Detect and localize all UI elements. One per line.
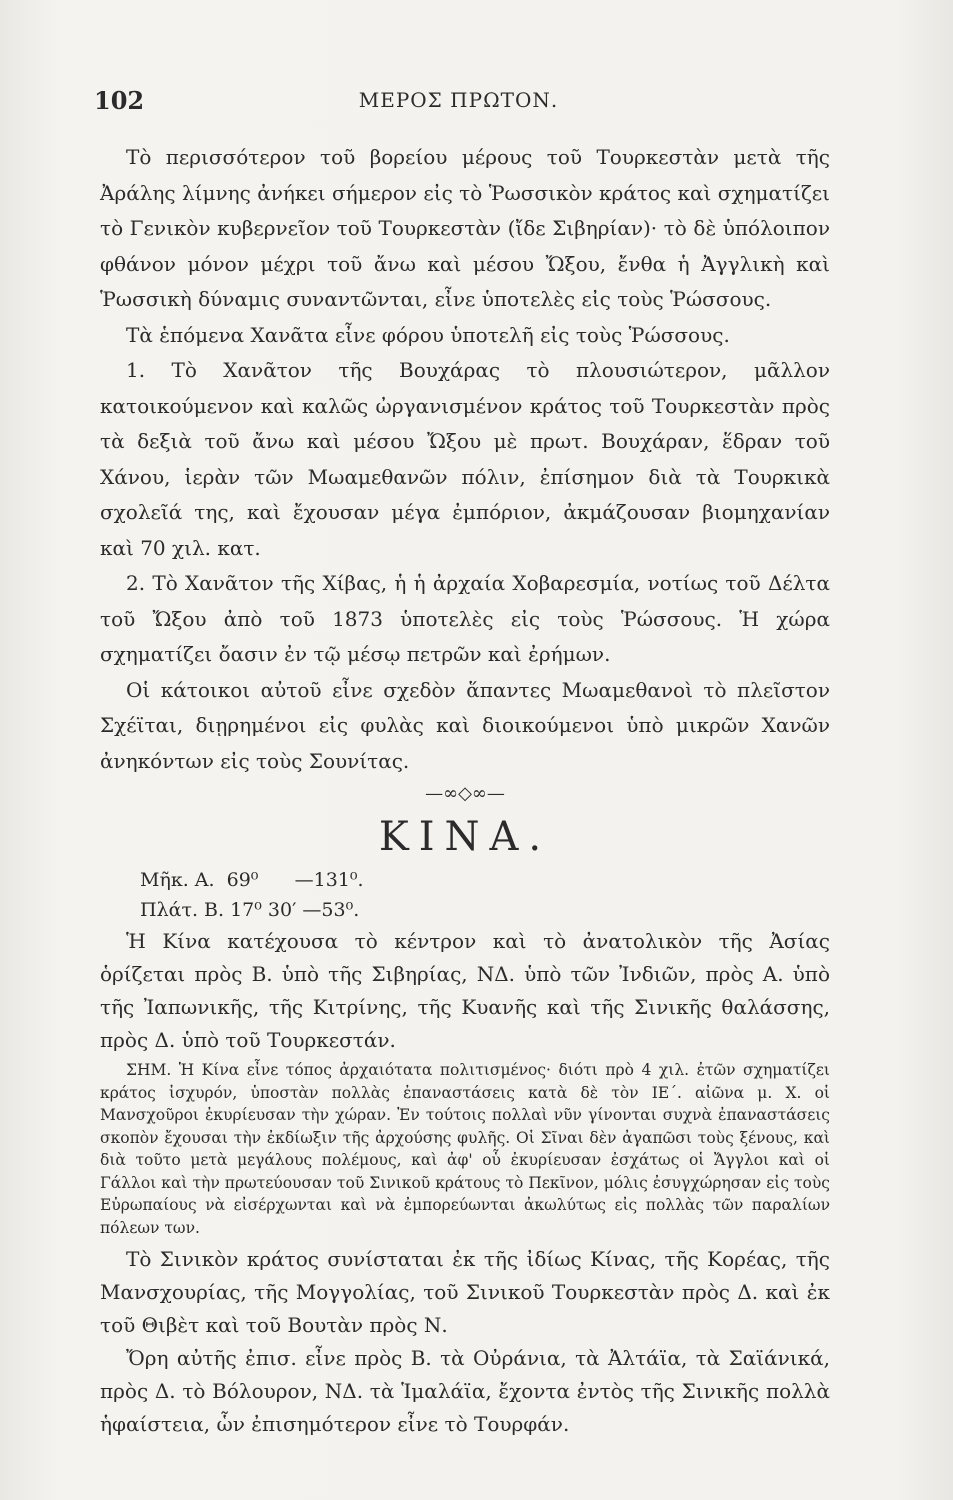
paragraph-mountains: Ὄρη αὐτῆς ἐπισ. εἶνε πρὸς Β. τὰ Οὐράνια, τὰ Ἀλτάϊα, τὰ Σαϊάνικά, πρὸς Δ. τὸ Βόλουρον, ΝΔ. τὰ Ἱμαλάϊα, ἔχοντα ἐντὸς τῆς Σινικῆς πολλὰ ἡφαίστεια, ὧν ἐπισημότερον εἶνε τὸ Τουρφάν. (100, 1346, 830, 1436)
paragraph-inhabitants: Οἱ κάτοικοι αὐτοῦ εἶνε σχεδὸν ἅπαντες Μωαμεθανοὶ τὸ πλεῖστον Σχέϊται, διῃρημένοι εἰς φυλὰς καὶ διοικούμενοι ὑπὸ μικρῶν Χανῶν ἀνηκόντων εἰς τοὺς Σουνίτας. (100, 677, 830, 773)
footnote-sem: ΣΗΜ. Ἡ Κίνα εἶνε τόπος ἀρχαιότατα πολιτισμένος· διότι πρὸ 4 χιλ. ἐτῶν σχηματίζει κράτος ἰσχυρόν, ὑποστὰν πολλὰς ἐπαναστάσεις κατὰ δὲ τὸν ΙΕ΄. αἰῶνα μ. Χ. οἱ Μανσχοῦροι ἐκυρίευσαν τὴν χώραν. Ἐν τούτοις πολλαὶ νῦν γίνονται συχνὰ ἐπαναστάσεις σκοπὸν ἔχουσαι τὴν ἐκδίωξιν τῆς ἀρχούσης φυλῆς. Οἱ Σῖναι δὲν ἀγαπῶσι τοὺς ξένους, καὶ διὰ τοῦτο μετὰ μεγάλους πολέμους, καὶ ἀφ' οὗ ἐκυρίευσαν ἐσχάτως οἱ Ἄγγλοι καὶ οἱ Γάλλοι καὶ τὴν πρωτεύουσαν τοῦ Σινικοῦ κράτους τὸ Πεκῖνον, μόλις ἐσυγχώρησαν εἰς τοὺς Εὐρωπαίους νὰ εἰσέρχωνται καὶ νὰ ἐμπορεύωνται ἀκωλύτως εἰς πολλὰς τῶν παραλίων πόλεων των. (100, 1061, 830, 1237)
page-header (94, 86, 823, 126)
paragraph-china-borders: Ἡ Κίνα κατέχουσα τὸ κέντρον καὶ τὸ ἀνατολικὸν τῆς Ἀσίας ὁρίζεται πρὸς Β. ὑπὸ τῆς Σιβηρίας, ΝΔ. ὑπὸ τῶν Ἰνδιῶν, πρὸς Α. ὑπὸ τῆς Ἰαπωνικῆς, τῆς Κιτρίνης, τῆς Κυανῆς καὶ τῆς Σινικῆς θαλάσσης, πρὸς Δ. ὑπὸ τοῦ Τουρκεστάν. (100, 929, 830, 1052)
page-number: 102 (94, 86, 145, 115)
coordinates-longitude: Μῆκ. Α. 69⁰ —131⁰. (140, 869, 364, 891)
page-body (100, 140, 830, 1441)
paragraph-bukhara: 1. Τὸ Χανᾶτον τῆς Βουχάρας τὸ πλουσιώτερον, μᾶλλον κατοικούμενον καὶ καλῶς ὠργανισμένον κράτος τοῦ Τουρκεστὰν πρὸς τὰ δεξιὰ τοῦ ἄνω καὶ μέσου Ὤξου μὲ πρωτ. Βουχάραν, ἕδραν τοῦ Χάνου, ἱερὰν τῶν Μωαμεθανῶν πόλιν, ἐπίσημον διὰ τὰ Τουρκικὰ σχολεῖά της, καὶ ἔχουσαν μέγα ἐμπόριον, ἀκμάζουσαν βιομηχανίαν καὶ 70 χιλ. κατ. (100, 358, 830, 560)
section-coordinates (140, 865, 830, 925)
section-title: ΚΙΝΑ. (378, 814, 552, 860)
section-ornament: —∞◇∞— (425, 783, 505, 804)
paragraph-turkestan: Τὸ περισσότερον τοῦ βορείου μέρους τοῦ Τουρκεστὰν μετὰ τῆς Ἀράλης λίμνης ἀνήκει σήμερον εἰς τὸ Ῥωσσικὸν κράτος καὶ σχηματίζει τὸ Γενικὸν κυβερνεῖον τοῦ Τουρκεστὰν (ἴδε Σιβηρίαν)· τὸ δὲ ὑπόλοιπον φθάνον μόνον μέχρι τοῦ ἄνω καὶ μέσου Ὤξου, ἔνθα ἡ Ἀγγλικὴ καὶ Ῥωσσικὴ δύναμις συναντῶνται, εἶνε ὑποτελὲς εἰς τοὺς Ῥώσσους. (100, 145, 830, 311)
running-head: ΜΕΡΟΣ ΠΡΩΤΟΝ. (358, 88, 559, 112)
paragraph-khanates-intro: Τὰ ἑπόμενα Χανᾶτα εἶνε φόρου ὑποτελῆ εἰς τοὺς Ῥώσσους. (126, 322, 730, 347)
coordinates-latitude: Πλάτ. Β. 17⁰ 30′ —53⁰. (140, 899, 360, 921)
paragraph-khiva: 2. Τὸ Χανᾶτον τῆς Χίβας, ἡ ἡ ἀρχαία Χοβαρεσμία, νοτίως τοῦ Δέλτα τοῦ Ὤξου ἀπὸ τοῦ 1873 ὑποτελὲς εἰς τοὺς Ῥώσσους. Ἡ χώρα σχηματίζει ὄασιν ἐν τῷ μέσῳ πετρῶν καὶ ἐρήμων. (100, 571, 830, 666)
paragraph-chinese-state: Τὸ Σινικὸν κράτος συνίσταται ἐκ τῆς ἰδίως Κίνας, τῆς Κορέας, τῆς Μανσχουρίας, τῆς Μογγολίας, τοῦ Σινικοῦ Τουρκεστὰν πρὸς Δ. καὶ ἐκ τοῦ Θιβὲτ καὶ τοῦ Βουτὰν πρὸς Ν. (100, 1247, 830, 1337)
